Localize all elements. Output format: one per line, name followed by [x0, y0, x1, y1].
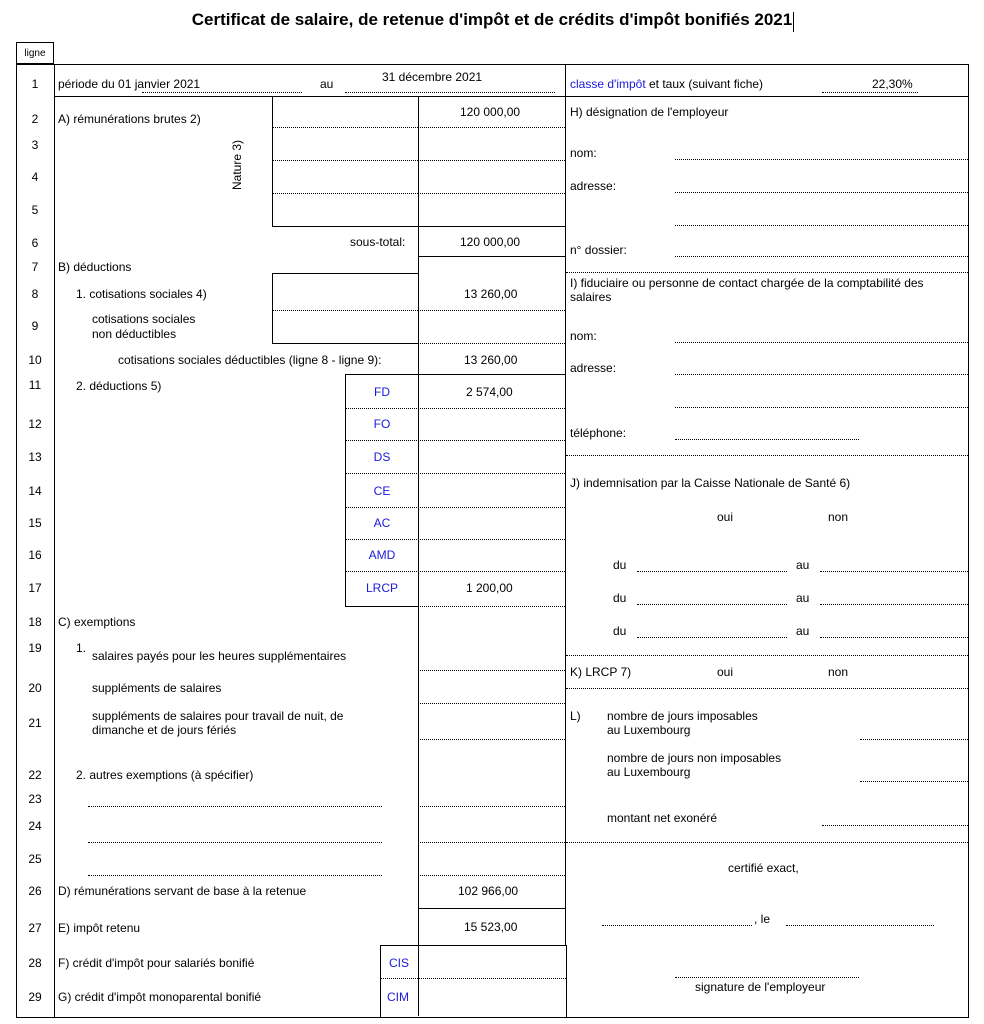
deduction-code-ds: DS — [373, 450, 391, 464]
j-section-end — [566, 655, 968, 656]
frame-top — [16, 64, 969, 65]
line-number: 14 — [28, 484, 42, 498]
i-section-end — [566, 455, 968, 456]
deduction-code-ce: CE — [373, 484, 391, 498]
value-row3 — [418, 160, 565, 161]
document-title: Certificat de salaire, de retenue d'impôt et de crédits d'impôt bonifiés 2021 — [191, 10, 793, 29]
deduction-code-amd: AMD — [368, 548, 396, 562]
periode-dotline — [142, 92, 302, 93]
autres-label: 2. autres exemptions (à spécifier) — [76, 768, 254, 782]
deduction-code-lrcp: LRCP — [365, 581, 398, 595]
line-number: 29 — [28, 990, 42, 1004]
brutes-value: 120 000,00 — [460, 105, 521, 119]
ligne-header: ligne — [24, 48, 46, 59]
section-d-label: D) rémunérations servant de base à la retenue — [58, 884, 307, 898]
line-number: 15 — [28, 516, 42, 530]
value-row2 — [418, 127, 565, 128]
du-line — [637, 571, 787, 572]
col-divider — [565, 64, 566, 946]
classe-label: classe d'impôt — [570, 77, 646, 91]
k-oui: oui — [717, 665, 734, 679]
deduction-code-fo: FO — [373, 417, 391, 431]
line-number: 20 — [28, 681, 42, 695]
montant-label: montant net exonéré — [607, 811, 718, 825]
value-row19 — [418, 670, 565, 671]
c-num: 1. — [76, 641, 87, 655]
cis-row — [380, 978, 566, 979]
section-c-label: C) exemptions — [58, 615, 136, 629]
value-row9 — [418, 343, 565, 344]
cotisations-value: 13 260,00 — [464, 287, 518, 301]
cot-box-left — [272, 273, 273, 343]
classe-label-wrap — [570, 77, 763, 91]
nature-col-left — [272, 96, 273, 226]
line-number: 17 — [28, 581, 42, 595]
nature-row3 — [272, 160, 418, 161]
d-value: 102 966,00 — [458, 884, 519, 898]
au-label: au — [796, 591, 810, 605]
e-bottom — [380, 945, 566, 946]
l-section-end — [566, 842, 968, 843]
fd-value: 2 574,00 — [466, 385, 513, 399]
cis-right — [566, 945, 567, 1017]
line-number: 26 — [28, 884, 42, 898]
nom-line — [675, 159, 968, 160]
line-number: 1 — [31, 77, 39, 91]
jours-non-imposables-label: nombre de jours non imposables au Luxembourg — [607, 751, 782, 779]
nature-label: Nature 3) — [230, 139, 244, 190]
adresse2-line1 — [675, 374, 968, 375]
section-h-label: H) désignation de l'employeur — [570, 105, 729, 119]
k-section-end — [566, 688, 968, 689]
au-label: au — [796, 558, 810, 572]
supplements-label: suppléments de salaires — [92, 681, 222, 695]
frame-ligne-col — [54, 64, 55, 1018]
section-j-label: J) indemnisation par la Caisse Nationale de Santé 6) — [570, 476, 851, 490]
line-number: 24 — [28, 819, 42, 833]
autres-line2 — [88, 842, 382, 843]
section-g-label: G) crédit d'impôt monoparental bonifié — [58, 990, 262, 1004]
k-non: non — [828, 665, 849, 679]
line-number: 19 — [28, 641, 42, 655]
date-line — [786, 925, 934, 926]
telephone-label: téléphone: — [570, 426, 627, 440]
cot-box-bottom — [272, 343, 418, 344]
cim-code: CIM — [387, 990, 409, 1004]
codes-bottom — [345, 606, 419, 607]
line-number: 10 — [28, 353, 42, 367]
line-number: 7 — [31, 260, 39, 274]
cotisations-label: 1. cotisations sociales 4) — [76, 287, 207, 301]
heures-sup-label: salaires payés pour les heures supplémentaires — [92, 649, 347, 663]
e-value: 15 523,00 — [464, 920, 518, 934]
adresse-line2 — [675, 225, 968, 226]
deduction-code-fd: FD — [374, 385, 390, 399]
value-row8 — [418, 310, 565, 311]
deduction-code-row — [345, 473, 565, 474]
certifie-label: certifié exact, — [728, 861, 799, 875]
frame-bottom — [16, 1017, 969, 1018]
deduction-code-row — [345, 440, 565, 441]
j-non: non — [828, 510, 849, 524]
line-number: 22 — [28, 768, 42, 782]
deductions5-label: 2. déductions 5) — [76, 379, 162, 393]
section-f-label: F) crédit d'impôt pour salariés bonifié — [58, 956, 255, 970]
dossier-line — [675, 256, 968, 257]
nom-label: nom: — [570, 146, 597, 160]
taux-value: 22,30% — [872, 77, 913, 91]
nature-row4 — [272, 193, 418, 194]
section-i-label: I) fiduciaire ou personne de contact chargée de la comptabilité des salaires — [570, 276, 924, 304]
lrcp-value: 1 200,00 — [466, 581, 513, 595]
signature-line — [675, 977, 859, 978]
telephone-line — [675, 439, 859, 440]
section-b-label: B) déductions — [58, 260, 132, 274]
du-label: du — [613, 558, 627, 572]
line-number: 9 — [31, 319, 39, 333]
au-label: au — [320, 77, 334, 91]
line-number: 27 — [28, 921, 42, 935]
line-number: 4 — [31, 170, 39, 184]
du-line — [637, 637, 787, 638]
deduction-code-row — [345, 571, 565, 572]
line-number: 25 — [28, 852, 42, 866]
sous-total-bottom — [418, 256, 565, 257]
periode-label: période du 01 janvier 2021 — [58, 77, 201, 91]
line-number: 6 — [31, 236, 39, 250]
signature-label: signature de l'employeur — [695, 980, 826, 994]
deduction-code-row — [345, 539, 565, 540]
place-line — [602, 925, 752, 926]
line-number: 18 — [28, 615, 42, 629]
cot-row8 — [272, 310, 418, 311]
le-label: , le — [754, 912, 771, 926]
cot-box-top — [272, 273, 418, 274]
dossier-label: n° dossier: — [570, 243, 627, 257]
section-a-label: A) rémunérations brutes 2) — [58, 112, 201, 126]
row1-bottom — [54, 96, 969, 97]
du-line — [637, 604, 787, 605]
nom2-label: nom: — [570, 329, 597, 343]
frame-right — [968, 64, 969, 1018]
line-number: 21 — [28, 716, 42, 730]
h-section-end — [566, 272, 968, 273]
date-end-dotline — [345, 92, 555, 93]
value-row21 — [418, 739, 565, 740]
du-label: du — [613, 624, 627, 638]
line-number: 23 — [28, 792, 42, 806]
d-bottom — [418, 908, 565, 909]
line-number: 28 — [28, 956, 42, 970]
cis-code: CIS — [389, 956, 410, 970]
value-row23 — [418, 806, 565, 807]
line-number: 11 — [28, 378, 42, 392]
line-number: 16 — [28, 548, 42, 562]
deduction-code-row — [345, 507, 565, 508]
jours-imposables-line — [860, 739, 968, 740]
value-row24 — [418, 842, 565, 843]
adresse2-line2 — [675, 407, 968, 408]
du-label: du — [613, 591, 627, 605]
nature-bottom — [272, 226, 418, 227]
deductibles-label: cotisations sociales déductibles (ligne 8 - ligne 9): — [118, 353, 382, 367]
nature-row2 — [272, 127, 418, 128]
deductibles-value: 13 260,00 — [464, 353, 518, 367]
line-number: 5 — [31, 203, 39, 217]
nom2-line — [675, 342, 968, 343]
line-number: 2 — [31, 112, 39, 126]
line-number: 12 — [28, 417, 42, 431]
line-number: 13 — [28, 450, 42, 464]
value-row5 — [418, 226, 565, 227]
date-end: 31 décembre 2021 — [382, 70, 483, 84]
adresse-label: adresse: — [570, 179, 617, 193]
taux-dotline — [822, 92, 918, 93]
deduction-code-row — [345, 408, 565, 409]
value-row4 — [418, 193, 565, 194]
deduction-code-ac: AC — [373, 516, 391, 530]
au-line — [820, 571, 968, 572]
section-e-label: E) impôt retenu — [58, 921, 141, 935]
non-deductibles-label: cotisations sociales non déductibles — [92, 312, 196, 341]
line-number: 8 — [31, 287, 39, 301]
au-line — [820, 604, 968, 605]
sous-total-value: 120 000,00 — [460, 235, 521, 249]
text-cursor — [793, 12, 794, 32]
cis-left — [380, 945, 381, 1017]
j-oui: oui — [717, 510, 734, 524]
autres-line3 — [88, 875, 382, 876]
jours-non-imposables-line — [860, 781, 968, 782]
value-row25 — [418, 875, 565, 876]
autres-line1 — [88, 806, 382, 807]
value-row20 — [418, 703, 565, 704]
section-l-label: L) — [570, 709, 581, 723]
supp-nuit-label: suppléments de salaires pour travail de nuit, de dimanche et de jours fériés — [92, 709, 344, 737]
au-line — [820, 637, 968, 638]
jours-imposables-label: nombre de jours imposables au Luxembourg — [607, 709, 758, 737]
au-label: au — [796, 624, 810, 638]
line-number: 3 — [31, 138, 39, 152]
section-k-label: K) LRCP 7) — [570, 665, 632, 679]
sous-total-label: sous-total: — [350, 235, 406, 249]
adresse2-label: adresse: — [570, 361, 617, 375]
taux-label: et taux (suivant fiche) — [649, 77, 764, 91]
montant-line — [822, 825, 968, 826]
value-row17 — [418, 606, 565, 607]
adresse-line1 — [675, 192, 968, 193]
value-col-left — [418, 96, 419, 1016]
codes-top — [345, 374, 565, 375]
